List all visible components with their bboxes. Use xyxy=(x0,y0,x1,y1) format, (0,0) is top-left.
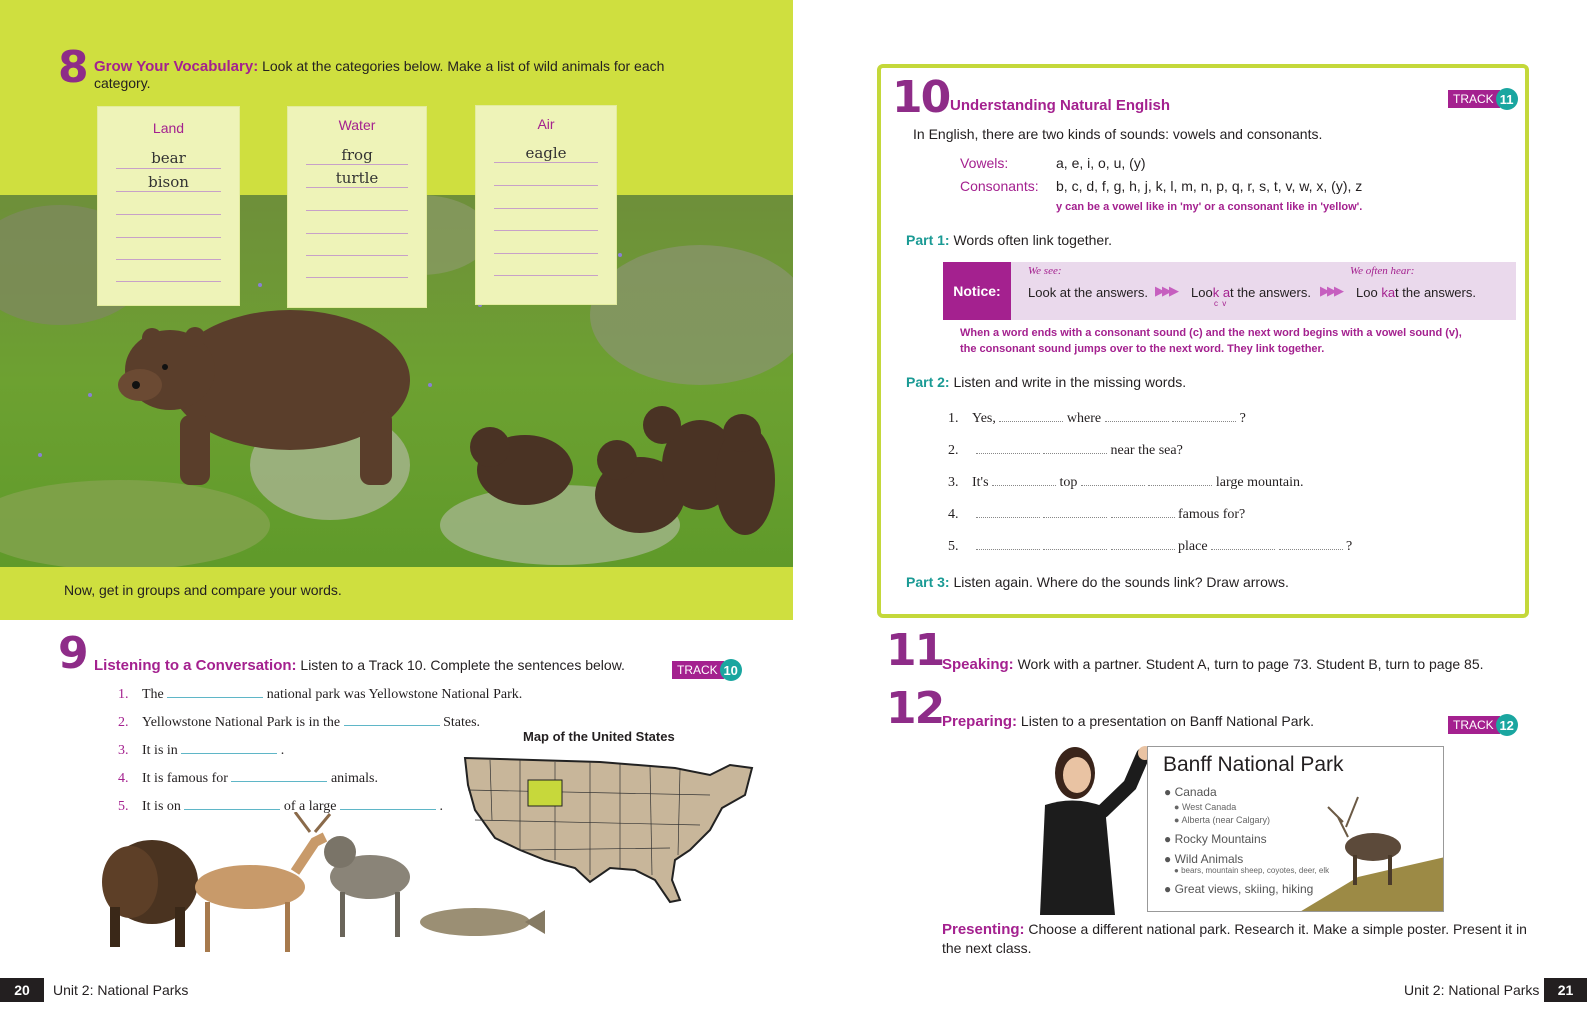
section-9-heading xyxy=(94,657,625,674)
part2-text: Listen and write in the missing words. xyxy=(953,374,1187,390)
part2 xyxy=(906,374,1186,390)
part3 xyxy=(906,574,1289,590)
section-8-instruction-2: category. xyxy=(94,75,151,91)
slide-bullet: ● Rocky Mountains xyxy=(1164,832,1267,846)
part3-label: Part 3: xyxy=(906,574,950,590)
we-hear-label: We often hear: xyxy=(1350,265,1415,277)
answer-blank[interactable] xyxy=(992,474,1056,486)
consonants-label: Consonants: xyxy=(960,178,1039,194)
notice-phrase-2: Look at the answers. xyxy=(1191,285,1311,300)
answer-blank[interactable] xyxy=(1043,538,1107,550)
slide-subbullet: ● Alberta (near Calgary) xyxy=(1174,815,1270,825)
section-10-intro: In English, there are two kinds of sounds: vowels and consonants. xyxy=(913,126,1323,142)
track-number: 10 xyxy=(720,659,742,681)
bison-icon xyxy=(102,840,198,947)
slide-title: Banff National Park xyxy=(1163,753,1344,776)
caribou-icon xyxy=(1298,777,1444,912)
notice-phrase-3: Loo kat the answers. xyxy=(1356,285,1476,300)
section-8-title: Grow Your Vocabulary: xyxy=(94,58,259,75)
section-11-title: Speaking: xyxy=(942,656,1014,673)
s9-item-4: 4. It is famous for animals. xyxy=(118,771,378,786)
map-title: Map of the United States xyxy=(523,729,675,744)
section-9-title: Listening to a Conversation: xyxy=(94,657,297,674)
track-label: TRACK xyxy=(1448,90,1500,108)
presenting-text-2: the next class. xyxy=(942,940,1032,956)
card-word: eagle xyxy=(525,144,567,162)
track-number: 11 xyxy=(1496,88,1518,110)
banff-slide xyxy=(1147,746,1444,912)
section-8-footer: Now, get in groups and compare your words. xyxy=(64,582,342,598)
card-heading-land: Land xyxy=(152,120,185,136)
track-12-button[interactable] xyxy=(1448,714,1518,736)
vocab-card-land xyxy=(97,106,240,306)
animals-illustration xyxy=(100,812,550,962)
trout-icon xyxy=(420,908,545,936)
answer-blank[interactable] xyxy=(1043,442,1107,454)
answer-blank[interactable] xyxy=(1148,474,1212,486)
link-rule: When a word ends with a consonant sound (c) and the next word begins with a vowel sound (v), the consonant sound jumps over to the next word. They link together. xyxy=(960,327,1462,355)
track-number: 12 xyxy=(1496,714,1518,736)
section-11-text: Work with a partner. Student A, turn to page 73. Student B, turn to page 85. xyxy=(1017,656,1484,672)
presenting-text: Choose a different national park. Research it. Make a simple poster. Present it in xyxy=(1028,921,1527,937)
slide-subbullet: ● West Canada xyxy=(1174,802,1237,812)
we-see-label: We see: xyxy=(1028,265,1062,277)
section-11-number: 11 xyxy=(886,625,944,676)
track-label: TRACK xyxy=(1448,716,1500,734)
answer-blank[interactable] xyxy=(1172,410,1236,422)
part2-label: Part 2: xyxy=(906,374,950,390)
section-8-instruction: Look at the categories below. Make a list of wild animals for each xyxy=(262,58,665,74)
deer-icon xyxy=(195,812,330,952)
slide-subbullet: ● bears, mountain sheep, coyotes, deer, elk xyxy=(1174,866,1330,875)
answer-blank[interactable] xyxy=(1043,506,1107,518)
y-note: y can be a vowel like in 'my' or a consonant like in 'yellow'. xyxy=(1056,201,1363,213)
s10-item-1: 1. Yes, where ? xyxy=(948,411,1246,426)
answer-blank[interactable] xyxy=(976,506,1040,518)
s9-item-3: 3. It is in . xyxy=(118,743,285,758)
slide-bullet: ● Wild Animals xyxy=(1164,852,1244,866)
part1 xyxy=(906,232,1112,248)
section-8-heading xyxy=(94,58,714,91)
section-12-title: Preparing: xyxy=(942,713,1018,730)
answer-blank[interactable] xyxy=(976,538,1040,550)
section-10-number: 10 xyxy=(892,72,950,123)
answer-blank[interactable] xyxy=(181,742,277,754)
part1-text: Words often link together. xyxy=(953,232,1112,248)
section-8-number: 8 xyxy=(58,42,87,93)
card-word: frog xyxy=(341,146,373,164)
vocab-card-air xyxy=(475,105,617,305)
answer-blank[interactable] xyxy=(184,798,280,810)
slide-bullet: ● Great views, skiing, hiking xyxy=(1164,882,1314,896)
card-word: bear xyxy=(151,149,186,167)
answer-blank[interactable] xyxy=(1211,538,1275,550)
unit-label-right: Unit 2: National Parks xyxy=(1404,982,1540,998)
card-word: turtle xyxy=(335,169,379,187)
track-10-button[interactable] xyxy=(672,659,742,681)
section-12-heading xyxy=(942,713,1314,730)
presenting xyxy=(942,920,1542,957)
presenting-title: Presenting: xyxy=(942,921,1025,938)
part1-label: Part 1: xyxy=(906,232,950,248)
arrow-icon: ▶▶▶ xyxy=(1320,283,1341,298)
answer-blank[interactable] xyxy=(1081,474,1145,486)
answer-blank[interactable] xyxy=(340,798,436,810)
arrow-icon: ▶▶▶ xyxy=(1155,283,1176,298)
answer-blank[interactable] xyxy=(999,410,1063,422)
section-9-number: 9 xyxy=(58,628,87,679)
section-12-text: Listen to a presentation on Banff National Park. xyxy=(1020,713,1315,729)
page-number-right: 21 xyxy=(1544,978,1587,1002)
answer-blank[interactable] xyxy=(1105,410,1169,422)
s10-item-3: 3. It's top large mountain. xyxy=(948,475,1304,490)
vowels-list: a, e, i, o, u, (y) xyxy=(1056,155,1146,171)
track-label: TRACK xyxy=(672,661,724,679)
s9-item-1: 1. The national park was Yellowstone National Park. xyxy=(118,687,523,702)
answer-blank[interactable] xyxy=(1111,538,1175,550)
answer-blank[interactable] xyxy=(1279,538,1343,550)
section-9-instruction: Listen to a Track 10. Complete the sentences below. xyxy=(300,657,625,673)
section-10-title: Understanding Natural English xyxy=(950,97,1171,114)
slide-bullet: ● Canada xyxy=(1164,785,1217,799)
section-11-heading xyxy=(942,656,1484,673)
section-12-number: 12 xyxy=(886,683,944,734)
cv-mark: c v xyxy=(1214,299,1228,308)
notice-label: Notice: xyxy=(943,262,1011,320)
answer-blank[interactable] xyxy=(167,686,263,698)
vowels-label: Vowels: xyxy=(960,155,1009,171)
s10-item-2: 2. near the sea? xyxy=(948,443,1183,458)
notice-phrase-1: Look at the answers. xyxy=(1028,285,1148,300)
s10-item-5: 5. place ? xyxy=(948,539,1353,554)
s9-item-2: 2. Yellowstone National Park is in the States. xyxy=(118,715,481,730)
wolf-icon xyxy=(324,836,410,937)
answer-blank[interactable] xyxy=(231,770,327,782)
answer-blank[interactable] xyxy=(344,714,440,726)
track-11-button[interactable] xyxy=(1448,88,1518,110)
s10-item-4: 4. famous for? xyxy=(948,507,1246,522)
answer-blank[interactable] xyxy=(976,442,1040,454)
unit-label-left: Unit 2: National Parks xyxy=(53,982,189,998)
consonants-list: b, c, d, f, g, h, j, k, l, m, n, p, q, r, s, t, v, w, x, (y), z xyxy=(1056,178,1363,194)
page-number-left: 20 xyxy=(0,978,44,1002)
presenter-illustration xyxy=(1025,745,1155,915)
card-word: bison xyxy=(148,173,189,191)
part3-text: Listen again. Where do the sounds link? Draw arrows. xyxy=(953,574,1289,590)
card-heading-air: Air xyxy=(537,116,555,132)
card-heading-water: Water xyxy=(338,117,376,133)
answer-blank[interactable] xyxy=(1111,506,1175,518)
s9-item-5: 5. It is on of a large . xyxy=(118,799,443,814)
vocab-card-water xyxy=(287,106,427,308)
